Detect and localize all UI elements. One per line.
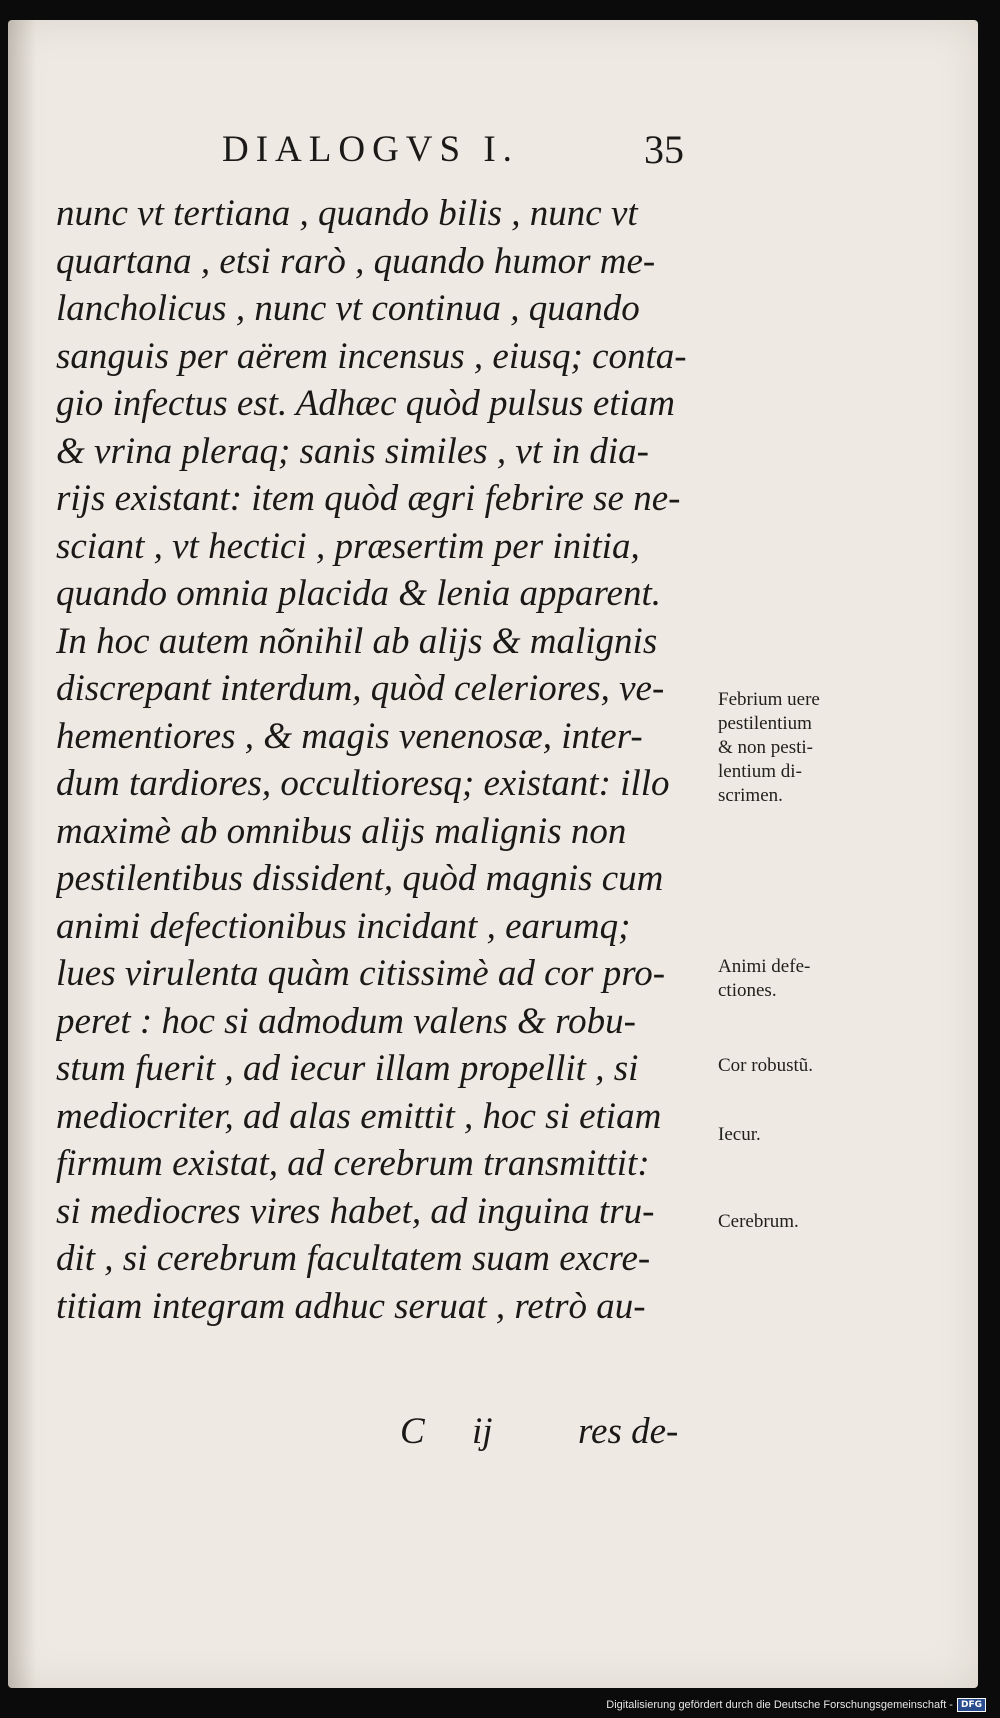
signature-number: ij (472, 1411, 493, 1452)
text-line: quando omnia placida & lenia apparent. (56, 573, 661, 614)
page-number: 35 (644, 127, 684, 172)
marginal-note-line: ctiones. (718, 980, 777, 1001)
text-line: nunc vt tertiana , quando bilis , nunc vt (56, 193, 638, 234)
text-line: discrepant interdum, quòd celeriores, ve- (56, 668, 665, 709)
text-line: pestilentibus dissident, quòd magnis cum (56, 858, 664, 899)
text-line: maximè ab omnibus alijs malignis non (56, 810, 627, 852)
marginal-note (718, 688, 868, 808)
marginal-note-line: pestilentium (718, 713, 812, 734)
marginal-note-line: Iecur. (718, 1124, 761, 1145)
text-line: dum tardiores, occultioresq; existant: illo (56, 763, 670, 804)
credit-text: Digitalisierung gefördert durch die Deutsche Forschungsgemeinschaft - (606, 1699, 953, 1711)
marginal-note-line: lentium di- (718, 761, 802, 782)
marginal-note-line: Cerebrum. (718, 1211, 799, 1232)
text-line: In hoc autem nõnihil ab alijs & malignis (56, 620, 658, 662)
marginal-note (718, 1123, 868, 1147)
text-line: dit , si cerebrum facultatem suam excre- (56, 1238, 651, 1279)
marginal-note (718, 1210, 868, 1234)
text-line: titiam integram adhuc seruat , retrò au- (56, 1285, 646, 1327)
marginal-note (718, 1054, 868, 1078)
text-line: mediocriter, ad alas emittit , hoc si etiam (56, 1095, 662, 1137)
marginal-note (718, 955, 868, 1003)
text-line: firmum existat, ad cerebrum transmittit: (56, 1143, 650, 1184)
text-line: si mediocres vires habet, ad inguina tru- (56, 1190, 655, 1232)
marginal-note-line: scrimen. (718, 785, 783, 806)
body-text (56, 190, 706, 1330)
text-line: quartana , etsi rarò , quando humor me- (56, 240, 656, 282)
marginal-note-line: Febrium uere (718, 689, 820, 710)
marginal-note-line: Cor robustũ. (718, 1055, 813, 1076)
catchword: res de- (578, 1411, 679, 1452)
text-line: lues virulenta quàm citissimè ad cor pro- (56, 953, 666, 994)
marginal-note-line: & non pesti- (718, 737, 813, 758)
text-line: hementiores , & magis venenosæ, inter- (56, 715, 643, 757)
text-line: stum fuerit , ad iecur illam propellit , si (56, 1048, 639, 1089)
running-head: DIALOGVS I. (222, 129, 519, 170)
signature-mark: C (400, 1411, 425, 1452)
digitization-credit (606, 1698, 986, 1712)
text-line: lancholicus , nunc vt continua , quando (56, 288, 640, 329)
text-line: gio infectus est. Adhæc quòd pulsus etiam (56, 383, 676, 424)
marginal-note-line: Animi defe- (718, 956, 811, 977)
text-line: sanguis per aërem incensus , eiusq; conta- (56, 335, 687, 377)
text-line: rijs existant: item quòd ægri febrire se ne- (56, 478, 681, 519)
text-line: & vrina pleraq; sanis similes , vt in dia- (56, 430, 649, 472)
text-line: sciant , vt hectici , præsertim per initia, (56, 525, 640, 567)
text-line: peret : hoc si admodum valens & robu- (56, 1000, 636, 1042)
dfg-logo: DFG (957, 1698, 986, 1712)
book-page (8, 20, 978, 1688)
text-line: animi defectionibus incidant , earumq; (56, 905, 631, 947)
